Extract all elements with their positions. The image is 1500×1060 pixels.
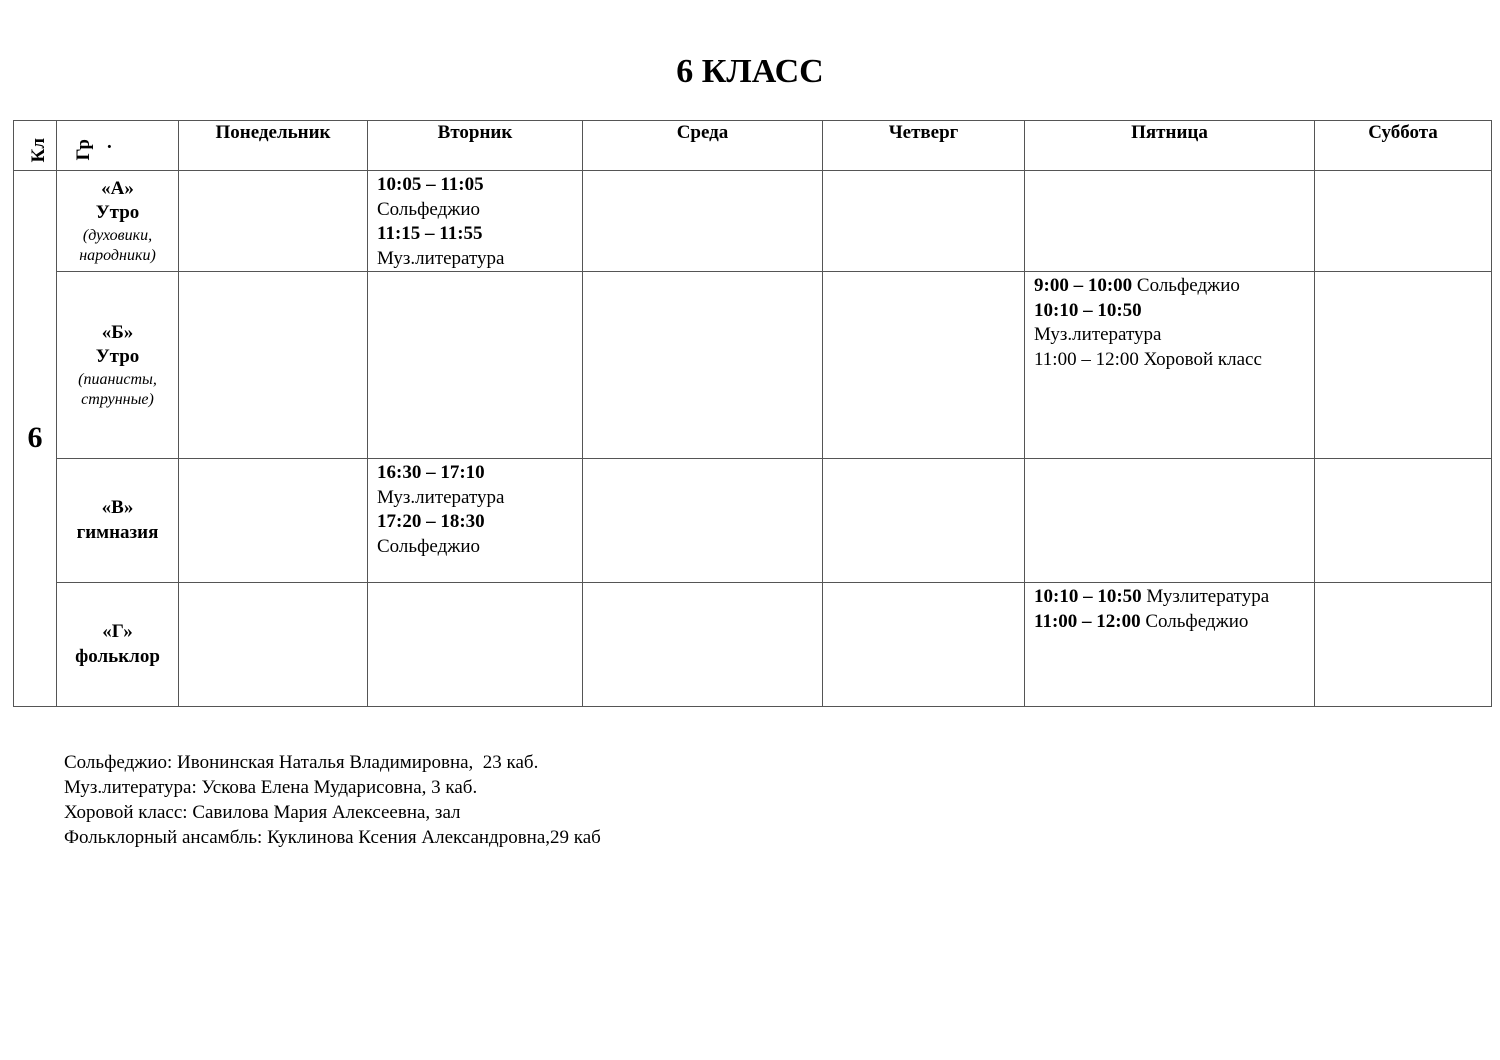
group-b-name: Утро bbox=[95, 346, 140, 367]
group-a-name: Утро bbox=[95, 202, 140, 223]
lesson-subject: Сольфеджио bbox=[1140, 610, 1249, 632]
lesson-subject: Муз.литература bbox=[377, 486, 505, 508]
note-line: Фольклорный ансамбль: Куклинова Ксения Александровна,29 каб bbox=[64, 827, 601, 848]
group-v-wednesday bbox=[583, 459, 823, 583]
lesson-time: 10:05 – 11:05 bbox=[377, 174, 484, 195]
group-g-thursday bbox=[823, 583, 1025, 707]
group-v-cell bbox=[57, 459, 179, 583]
header-group-dot: . bbox=[107, 132, 112, 153]
group-a-tuesday bbox=[368, 171, 583, 272]
lesson-subject: Музлитература bbox=[1141, 586, 1270, 607]
group-g-letter: «Г» bbox=[102, 621, 133, 642]
lesson-line bbox=[1034, 585, 1306, 610]
group-g-wednesday bbox=[583, 583, 823, 707]
note-line: Сольфеджио: Ивонинская Наталья Владимировна, 23 каб. bbox=[64, 752, 539, 773]
group-a-saturday bbox=[1315, 171, 1492, 272]
group-a-note: (духовики, народники) bbox=[79, 226, 156, 264]
lesson-line bbox=[1034, 274, 1306, 299]
group-g-monday bbox=[179, 583, 368, 707]
group-g-name: фольклор bbox=[75, 645, 160, 667]
lesson-time: 16:30 – 17:10 bbox=[377, 462, 485, 483]
lesson-time: 9:00 – 10:00 bbox=[1034, 275, 1133, 296]
header-tuesday: Вторник bbox=[368, 121, 583, 171]
header-class-label: Кл bbox=[28, 137, 49, 162]
table-row-group-v bbox=[14, 459, 1492, 583]
group-b-friday bbox=[1025, 272, 1315, 459]
page-title: 6 КЛАСС bbox=[676, 53, 824, 90]
group-v-tuesday bbox=[368, 459, 583, 583]
lesson-time: 17:20 – 18:30 bbox=[377, 511, 485, 532]
header-group-col bbox=[57, 121, 179, 171]
note-line: Муз.литература: Ускова Елена Мударисовна, 3 каб. bbox=[64, 777, 478, 798]
group-v-monday bbox=[179, 459, 368, 583]
lesson-subject: Муз.литература bbox=[1034, 324, 1162, 345]
group-b-letter: «Б» bbox=[101, 321, 134, 343]
group-a-letter: «А» bbox=[101, 177, 134, 199]
group-b-monday bbox=[179, 272, 368, 459]
lesson-line bbox=[1034, 610, 1306, 635]
header-class-col bbox=[14, 121, 57, 171]
group-v-saturday bbox=[1315, 459, 1492, 583]
group-v-letter: «В» bbox=[101, 497, 134, 518]
group-g-saturday bbox=[1315, 583, 1492, 707]
group-a-cell bbox=[57, 171, 179, 272]
header-monday: Понедельник bbox=[179, 121, 368, 171]
table-row-group-a bbox=[14, 171, 1492, 272]
header-friday: Пятница bbox=[1025, 121, 1315, 171]
group-b-note: (пианисты, струнные) bbox=[78, 370, 157, 408]
group-a-thursday bbox=[823, 171, 1025, 272]
lesson-time: 10:10 – 10:50 bbox=[1034, 586, 1142, 607]
group-b-wednesday bbox=[583, 272, 823, 459]
lesson-subject: Муз.литература bbox=[377, 247, 505, 269]
group-v-friday bbox=[1025, 459, 1315, 583]
lesson-subject: Сольфеджио bbox=[377, 198, 481, 220]
group-b-thursday bbox=[823, 272, 1025, 459]
table-row-group-g bbox=[14, 583, 1492, 707]
group-b-tuesday bbox=[368, 272, 583, 459]
lesson-subject: Сольфеджио bbox=[377, 535, 481, 557]
header-thursday: Четверг bbox=[823, 121, 1025, 171]
group-g-friday bbox=[1025, 583, 1315, 707]
lesson-time: 11:00 – 12:00 bbox=[1034, 610, 1141, 632]
group-a-wednesday bbox=[583, 171, 823, 272]
lesson-line-plain: 11:00 – 12:00 Хоровой класс bbox=[1034, 348, 1262, 370]
group-b-cell bbox=[57, 272, 179, 459]
table-row-group-b bbox=[14, 272, 1492, 459]
group-b-saturday bbox=[1315, 272, 1492, 459]
schedule-table bbox=[13, 120, 1492, 707]
lesson-time: 11:15 – 11:55 bbox=[377, 223, 483, 244]
class-number: 6 bbox=[14, 171, 57, 707]
header-row bbox=[14, 121, 1492, 171]
lesson-time: 10:10 – 10:50 bbox=[1034, 299, 1142, 321]
group-a-friday bbox=[1025, 171, 1315, 272]
header-group-label: Гр bbox=[73, 138, 94, 160]
teachers-notes bbox=[64, 750, 601, 850]
lesson-subject: Сольфеджио bbox=[1132, 275, 1240, 296]
group-v-thursday bbox=[823, 459, 1025, 583]
header-wednesday: Среда bbox=[583, 121, 823, 171]
group-g-tuesday bbox=[368, 583, 583, 707]
note-line: Хоровой класс: Савилова Мария Алексеевна, зал bbox=[64, 802, 461, 823]
group-v-name: гимназия bbox=[76, 521, 159, 543]
group-a-monday bbox=[179, 171, 368, 272]
group-g-cell bbox=[57, 583, 179, 707]
header-saturday: Суббота bbox=[1315, 121, 1492, 171]
